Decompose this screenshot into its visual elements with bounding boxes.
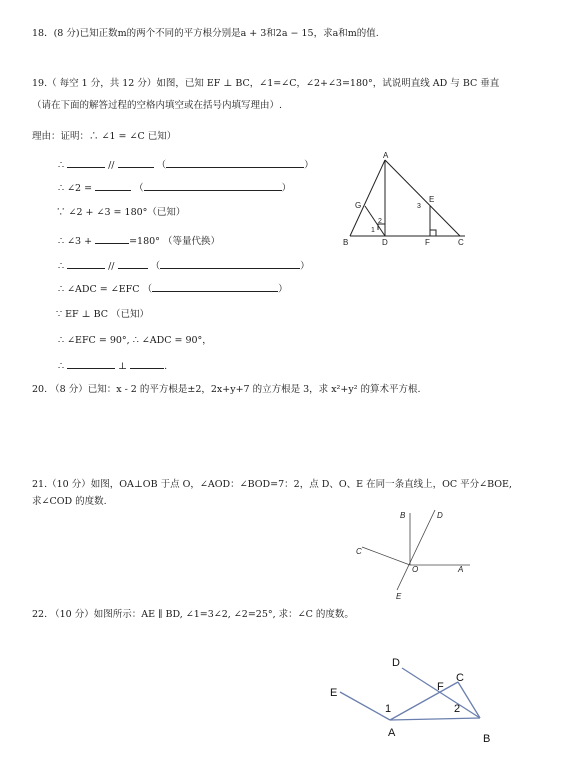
line-de xyxy=(397,510,435,590)
blank-3[interactable] xyxy=(95,180,131,191)
blank-7[interactable] xyxy=(67,358,115,369)
proof-line-9-prefix: ∴ xyxy=(58,361,65,372)
line-ac xyxy=(385,160,460,236)
proof-line-1-prefix: ∴ xyxy=(58,160,65,171)
proof-line-7: ∵ EF ⊥ BC （已知） xyxy=(56,309,150,320)
blank-reason-2[interactable] xyxy=(144,180,282,191)
label-e: E xyxy=(396,592,402,601)
blank-reason-3[interactable] xyxy=(160,258,300,269)
label-angle-1: 1 xyxy=(371,227,375,234)
line-ac xyxy=(390,682,461,720)
question-18: 18．(8 分)已知正数m的两个不同的平方根分别是a + 3和2a − 15，求a和m的值. xyxy=(32,28,379,39)
label-b: B xyxy=(400,511,406,520)
label-b: B xyxy=(483,733,491,745)
proof-line-4-mid: =180° xyxy=(129,236,160,247)
line-ab xyxy=(390,718,480,720)
blank-5[interactable] xyxy=(67,258,105,269)
label-g: G xyxy=(355,201,362,210)
proof-line-3: ∵ ∠2 + ∠3 = 180°（已知） xyxy=(56,207,186,218)
blank-8[interactable] xyxy=(130,358,164,369)
parallel-symbol: // xyxy=(108,160,115,171)
label-angle-2: 2 xyxy=(378,218,382,225)
question-20: 20. （8 分）已知：x - 2 的平方根是±2，2x+y+7 的立方根是 3，求 x²+y² 的算术平方根. xyxy=(32,384,421,395)
question-19-header: 19.（ 每空 1 分，共 12 分）如图，已知 EF ⊥ BC，∠1=∠C，∠2+∠3=180°，试说明直线 AD 与 BC 垂直 xyxy=(32,78,500,89)
open-paren: （ xyxy=(142,284,153,295)
label-a: A xyxy=(458,565,464,574)
question-21-line-1: 21.（10 分）如图，OA⊥OB 于点 O，∠AOD：∠BOD=7：2，点 D、O、E 在同一条直线上，OC 平分∠BOE, xyxy=(32,479,513,490)
label-angle-1: 1 xyxy=(385,703,392,715)
proof-line-9: ∴ ⊥ . xyxy=(58,358,167,373)
proof-line-5 xyxy=(58,258,310,273)
blank-reason-1[interactable] xyxy=(166,157,304,168)
label-e: E xyxy=(429,195,435,204)
blank-4[interactable] xyxy=(95,233,129,244)
label-c: C xyxy=(458,238,464,247)
proof-line-4 xyxy=(58,233,220,248)
proof-line-1 xyxy=(58,157,314,172)
question-22: 22. （10 分）如图所示：AE ∥ BD, ∠1=3∠2, ∠2=25°, 求：∠C 的度数。 xyxy=(32,609,354,620)
proof-start: 理由：证明：∴ ∠1 = ∠C 已知） xyxy=(32,131,177,142)
line-cb xyxy=(458,682,480,718)
label-e: E xyxy=(330,687,338,699)
close-paren: ） xyxy=(278,284,288,295)
label-f: F xyxy=(437,681,444,693)
label-angle-3: 3 xyxy=(417,203,421,210)
right-angle-mark xyxy=(430,230,436,236)
close-paren: ） xyxy=(300,261,310,272)
open-paren: （ xyxy=(134,183,144,194)
question-22-figure xyxy=(320,650,500,750)
question-19-figure xyxy=(335,150,475,250)
line-gd xyxy=(365,206,385,236)
parallel-symbol: // xyxy=(108,261,115,272)
perpendicular-symbol: ⊥ xyxy=(118,361,128,372)
open-paren: （ xyxy=(150,261,161,272)
proof-line-5-prefix: ∴ xyxy=(58,261,65,272)
line-db xyxy=(402,668,480,718)
label-o: O xyxy=(412,565,419,574)
blank-2[interactable] xyxy=(118,157,154,168)
label-b: B xyxy=(343,238,349,247)
proof-line-4-prefix: ∴ ∠3 + xyxy=(58,236,93,247)
close-paren: ） xyxy=(281,183,292,194)
proof-line-2 xyxy=(58,180,291,195)
proof-line-6-prefix: ∴ ∠ADC = ∠EFC xyxy=(58,284,140,295)
blank-6[interactable] xyxy=(118,258,148,269)
question-21-figure xyxy=(350,505,480,605)
label-angle-2: 2 xyxy=(454,703,461,715)
label-c: C xyxy=(456,672,464,684)
label-a: A xyxy=(383,151,389,160)
label-a: A xyxy=(388,727,396,739)
proof-line-6 xyxy=(58,281,288,296)
blank-reason-4[interactable] xyxy=(152,281,278,292)
ray-oc xyxy=(362,547,410,565)
label-f: F xyxy=(425,238,430,247)
line-ea xyxy=(340,692,390,720)
blank-1[interactable] xyxy=(67,157,105,168)
question-19-subheader: （请在下面的解答过程的空格内填空或在括号内填写理由）. xyxy=(32,100,283,111)
label-d: D xyxy=(382,238,388,247)
proof-line-8: ∴ ∠EFC = 90°, ∴ ∠ADC = 90°， xyxy=(58,335,212,346)
close-paren: ） xyxy=(304,160,314,171)
question-21-line-2: 求∠COD 的度数. xyxy=(32,496,107,507)
label-d: D xyxy=(392,657,400,669)
proof-line-2-prefix: ∴ ∠2 = xyxy=(58,183,93,194)
label-c: C xyxy=(356,547,362,556)
open-paren: （ xyxy=(156,160,167,171)
label-d: D xyxy=(437,511,443,520)
proof-line-4-reason: （等量代换） xyxy=(162,236,220,247)
